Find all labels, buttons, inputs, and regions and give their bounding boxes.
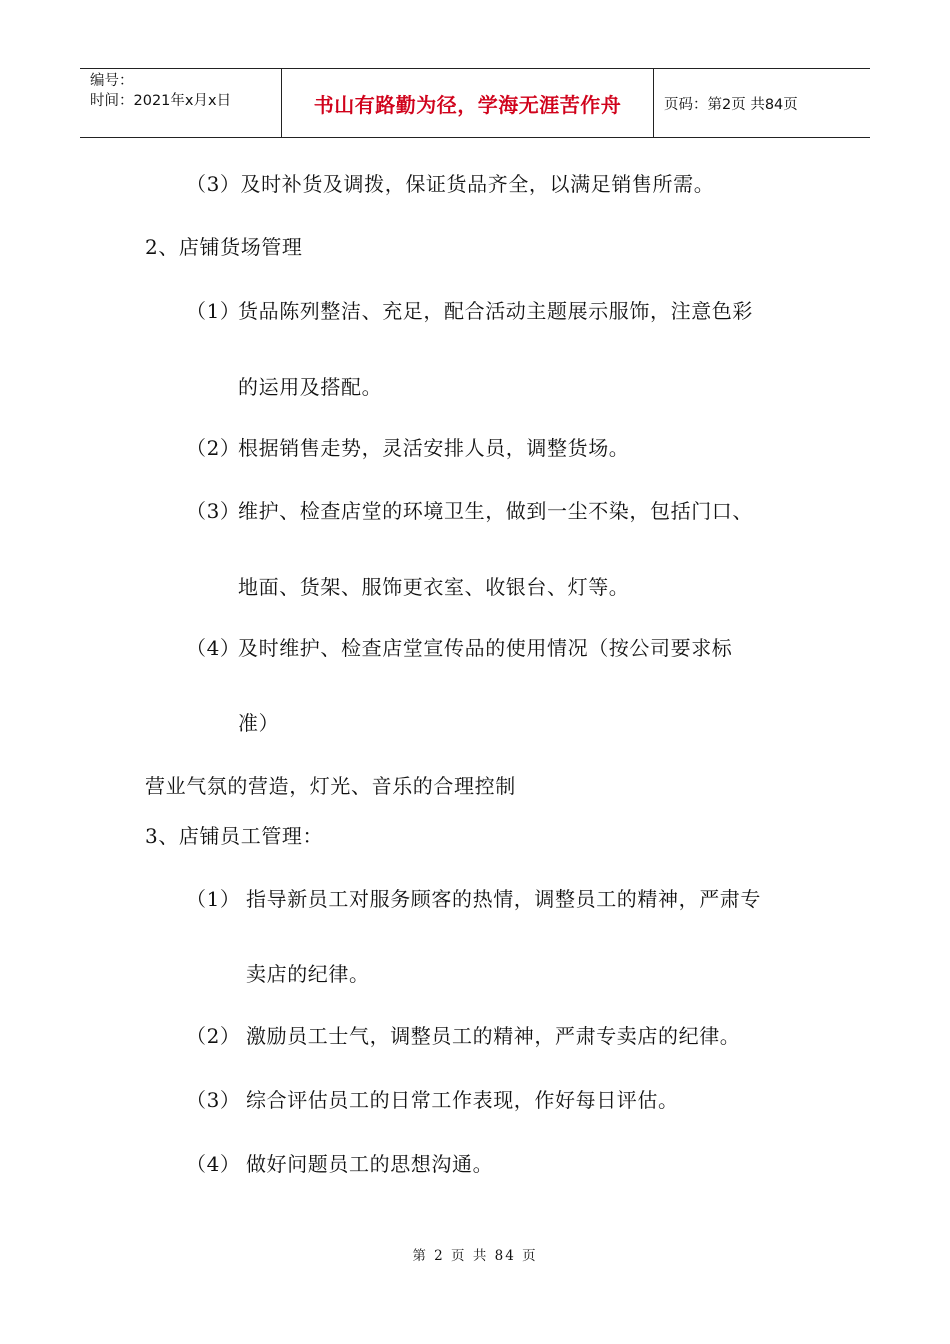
page-footer: 第 2 页 共 84 页 [412, 1248, 538, 1264]
paragraph-line: 的运用及搭配。 [238, 375, 383, 399]
paragraph-line: （4） 做好问题员工的思想沟通。 [186, 1152, 494, 1176]
paragraph-line: （3）及时补货及调拨，保证货品齐全，以满足销售所需。 [186, 172, 715, 196]
paragraph-line: （4）及时维护、检查店堂宣传品的使用情况（按公司要求标 [186, 636, 733, 660]
paragraph-line: （1） 指导新员工对服务顾客的热情，调整员工的精神，严肃专 [186, 887, 761, 911]
section-heading: 2、店铺货场管理 [145, 235, 303, 259]
paragraph-line: （3）维护、检查店堂的环境卫生，做到一尘不染，包括门口、 [186, 499, 753, 523]
section-heading: 3、店铺员工管理： [145, 824, 324, 848]
paragraph-line: 准） [238, 711, 280, 735]
header-info-cell [80, 69, 282, 137]
paragraph-line: 地面、货架、服饰更衣室、收银台、灯等。 [238, 575, 630, 599]
paragraph-line: （1）货品陈列整洁、充足，配合活动主题展示服饰，注意色彩 [186, 299, 753, 323]
paragraph-line: （2）根据销售走势，灵活安排人员，调整货场。 [186, 436, 630, 460]
paragraph-line: 营业气氛的营造，灯光、音乐的合理控制 [145, 774, 516, 798]
time-label: 时间：2021年x月x日 [90, 93, 232, 109]
header-page-label: 页码：第2页 共84页 [664, 96, 798, 113]
paragraph-line: （3） 综合评估员工的日常工作表现，作好每日评估。 [186, 1088, 679, 1112]
header-motto: 书山有路勤为径，学海无涯苦作舟 [282, 69, 654, 137]
serial-label: 编号： [90, 73, 134, 89]
paragraph-line: （2） 激励员工士气，调整员工的精神，严肃专卖店的纪律。 [186, 1024, 741, 1048]
header-table [80, 68, 870, 138]
paragraph-line: 卖店的纪律。 [246, 962, 370, 986]
